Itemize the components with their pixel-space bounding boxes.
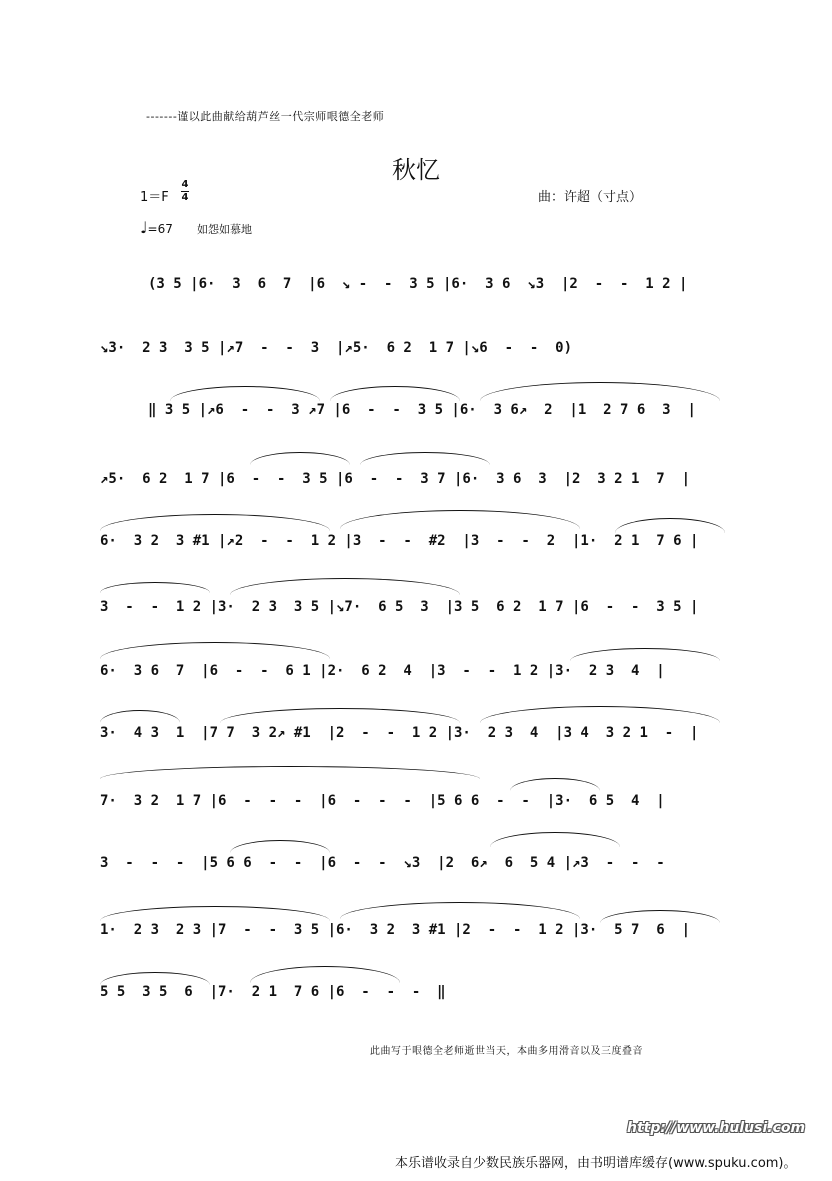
slur [490,832,620,847]
slur [230,578,460,595]
slur [100,582,210,593]
key-signature: 1＝F [140,190,169,205]
time-signature-bottom: 4 [181,192,189,203]
time-signature-top: 4 [181,179,189,190]
slur [250,452,350,465]
slur [340,902,580,919]
score-row: 3 - - 1 2 |3· 2 3 3 5 |↘7· 6 5 3 |3 5 6 2 1 7 |6 - - 3 5 | [100,599,699,615]
score-row: ↘3· 2 3 3 5 |↗7 - - 3 |↗5· 6 2 1 7 |↘6 - - 0) [100,340,573,356]
quarter-note-icon: ♩ [140,218,148,237]
dedication: -------谨以此曲献给葫芦丝一代宗师哏德全老师 [146,110,385,123]
composer: 曲：许超（寸点） [538,190,643,205]
score-row: ↗5· 6 2 1 7 |6 - - 3 5 |6 - - 3 7 |6· 3 6 3 |2 3 2 1 7 | [100,471,691,487]
source-note: 本乐谱收录自少数民族乐器网，由书明谱库缓存(www.spuku.com)。 [395,1156,797,1171]
footnote: 此曲写于哏德全老师逝世当天，本曲多用滑音以及三度叠音 [370,1046,643,1057]
slur [480,706,720,723]
slur [615,518,725,533]
slur [570,648,720,661]
slur [230,840,330,853]
score-row: 6· 3 2 3 #1 |↗2 - - 1 2 |3 - - #2 |3 - - 2 |1· 2 1 7 6 | [100,533,699,549]
slur [360,452,490,465]
slur [100,514,330,531]
score-row: 1· 2 3 2 3 |7 - - 3 5 |6· 3 2 3 #1 |2 - - 1 2 |3· 5 7 6 | [100,922,691,938]
slur [330,386,460,401]
watermark: http://www.hulusi.com [627,1120,806,1136]
score-row: 3 - - - |5 6 6 - - |6 - - ↘3 |2 6↗ 6 5 4 |↗3 - - - [100,855,665,871]
score-row: ‖ 3 5 |↗6 - - 3 ↗7 |6 - - 3 5 |6· 3 6↗ 2 |1 2 7 6 3 | [148,402,696,418]
slur [100,766,480,779]
score-row: 6· 3 6 7 |6 - - 6 1 |2· 6 2 4 |3 - - 1 2 |3· 2 3 4 | [100,663,665,679]
score-row: 5 5 3 5 6 |7· 2 1 7 6 |6 - - - ‖ [100,984,446,1000]
page-title: 秋忆 [392,156,440,184]
score-row: (3 5 |6· 3 6 7 |6 ↘ - - 3 5 |6· 3 6 ↘3 |2 - - 1 2 | [148,276,688,292]
slur [340,510,580,529]
slur [480,382,720,401]
score-row: 7· 3 2 1 7 |6 - - - |6 - - - |5 6 6 - - |3· 6 5 4 | [100,793,665,809]
slur [220,708,460,723]
slur [100,710,180,723]
expression-mark: 如怨如慕地 [197,223,252,236]
slur [100,642,330,659]
score-row: 3· 4 3 1 |7 7 3 2↗ #1 |2 - - 1 2 |3· 2 3 4 |3 4 3 2 1 - | [100,725,699,741]
slur [170,386,320,401]
tempo-value: =67 [147,222,173,236]
slur [100,906,330,921]
slur [510,778,600,791]
slur [250,966,400,983]
